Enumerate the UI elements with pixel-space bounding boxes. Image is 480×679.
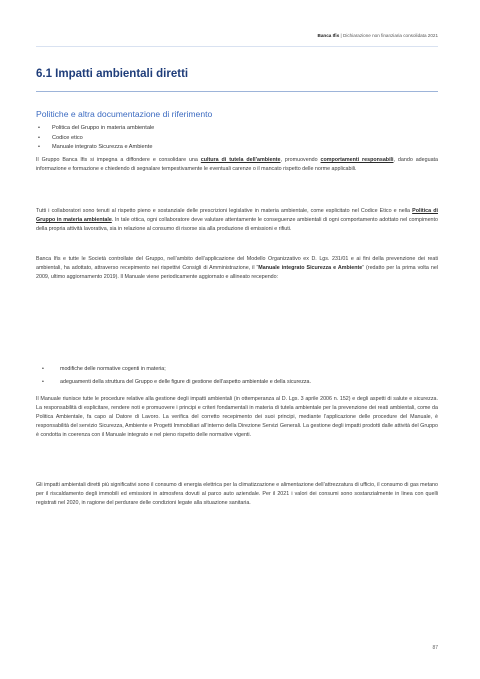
p1-text-e: , dando adeguata informazione e formazione e chiedendo di segnalare tempestivamente le eventuali carenze o il mancato rispetto delle norme applicabili. bbox=[36, 157, 439, 172]
title-divider bbox=[36, 91, 438, 92]
header-doc-title: Dichiarazione non finanziaria consolidata 2021 bbox=[343, 33, 438, 38]
p1-emphasis-behaviours: comportamenti responsabili bbox=[320, 157, 394, 163]
p1-text-a: Il Gruppo Banca Ifis si impegna a diffondere e consolidare una bbox=[36, 157, 201, 163]
p3-emphasis-manual: Manuale integrato Sicurezza e Ambiente bbox=[258, 265, 363, 271]
paragraph-2 bbox=[36, 207, 438, 234]
running-header bbox=[318, 33, 438, 38]
p1-emphasis-culture: cultura di tutela dell’ambiente bbox=[200, 157, 281, 163]
header-divider bbox=[36, 46, 438, 47]
p2-text-a: Tutti i collaboratori sono tenuti al rispetto pieno e sostanziale delle prescrizioni legislative in materia ambientale, come esplicitato nel Codice Etico e nella bbox=[36, 208, 413, 214]
p3-text-c: ” (redatto per la prima volta nel 2009, ultimo aggiornamento 2019). Il Manuale viene periodicamente aggiornato e allineato recependo: bbox=[36, 265, 438, 280]
list-item: • Politica del Gruppo in materia ambientale bbox=[36, 124, 154, 134]
page-number: 87 bbox=[432, 645, 438, 651]
list-item: • adeguamenti della struttura del Gruppo e delle figure di gestione dell’aspetto ambientale e della sicurezza. bbox=[36, 376, 311, 389]
paragraph-4: Il Manuale riunisce tutte le procedure relative alla gestione degli impatti ambientali (in ottemperanza al D. Lgs. 3 aprile 2006 n. 152) e degli aspetti di salute e sicurezza. La responsabilità di esplicitare, rendere noti e promuovere i principi e criteri fondamentali in materia di tutela ambientale per la prevenzione dei reati ambientali, come da Politica Ambientale, fa capo al Datore di Lavoro. La verifica del corretto recepimento dei suoi principi, mediante l’applicazione delle procedure del Manuale, è responsabilità del servizio Sicurezza, Ambiente e Progetti Immobiliari all’interno della Direzione Servizi Generali. La gestione degli impatti prodotti dalle attività del Gruppo è condotta in coerenza con il Manuale integrato e nel pieno rispetto delle normative vigenti. bbox=[36, 396, 438, 438]
list-item: • modifiche delle normative cogenti in materia; bbox=[36, 363, 311, 376]
p2-text-c: . In tale ottica, ogni collaboratore deve valutare attentamente le conseguenze ambientali di ogni comportamento adottato nel compimento della propria attività lavorativa, sia in relazione al consumo di risorse sia alla produzione di emissioni e rifiuti. bbox=[36, 217, 438, 232]
paragraph-3 bbox=[36, 255, 438, 282]
subheading: Politiche e altra documentazione di riferimento bbox=[36, 109, 213, 119]
p2-emphasis-policy: Politica di Gruppo in materia ambientale bbox=[36, 208, 438, 223]
p3-text-a: Banca Ifis e tutte le Società controllate del Gruppo, nell’ambito dell’applicazione del Modello Organizzativo ex D. Lgs. 231/01 e ai fini della prevenzione dei reati ambientali, ha adottato, attraverso recepimento nei rispettivi Consigli di Amministrazione, il “ bbox=[36, 256, 438, 271]
paragraph-5: Gli impatti ambientali diretti più significativi sono il consumo di energia elettrica per la climatizzazione e alimentazione dell’attrezzatura di ufficio, il consumo di gas metano per il riscaldamento degli immobili ed emissioni in atmosfera dovuti al parco auto aziendale. Per il 2021 i valori dei consumi sono sostanzialmente in linea con quelli registrati nel 2020, in ragione del perdurare delle condizioni legate alla situazione sanitaria. bbox=[36, 482, 438, 506]
paragraph-1 bbox=[36, 156, 438, 174]
section-title: 6.1 Impatti ambientali diretti bbox=[36, 68, 189, 80]
header-company: Banca Ifis bbox=[317, 33, 340, 38]
reference-list bbox=[36, 124, 154, 153]
p1-text-c: , promuovendo bbox=[280, 157, 321, 163]
update-list bbox=[36, 363, 311, 389]
header-separator: | bbox=[339, 33, 343, 38]
list-item: • Codice etico bbox=[36, 134, 154, 144]
list-item: • Manuale integrato Sicurezza e Ambiente bbox=[36, 143, 154, 153]
